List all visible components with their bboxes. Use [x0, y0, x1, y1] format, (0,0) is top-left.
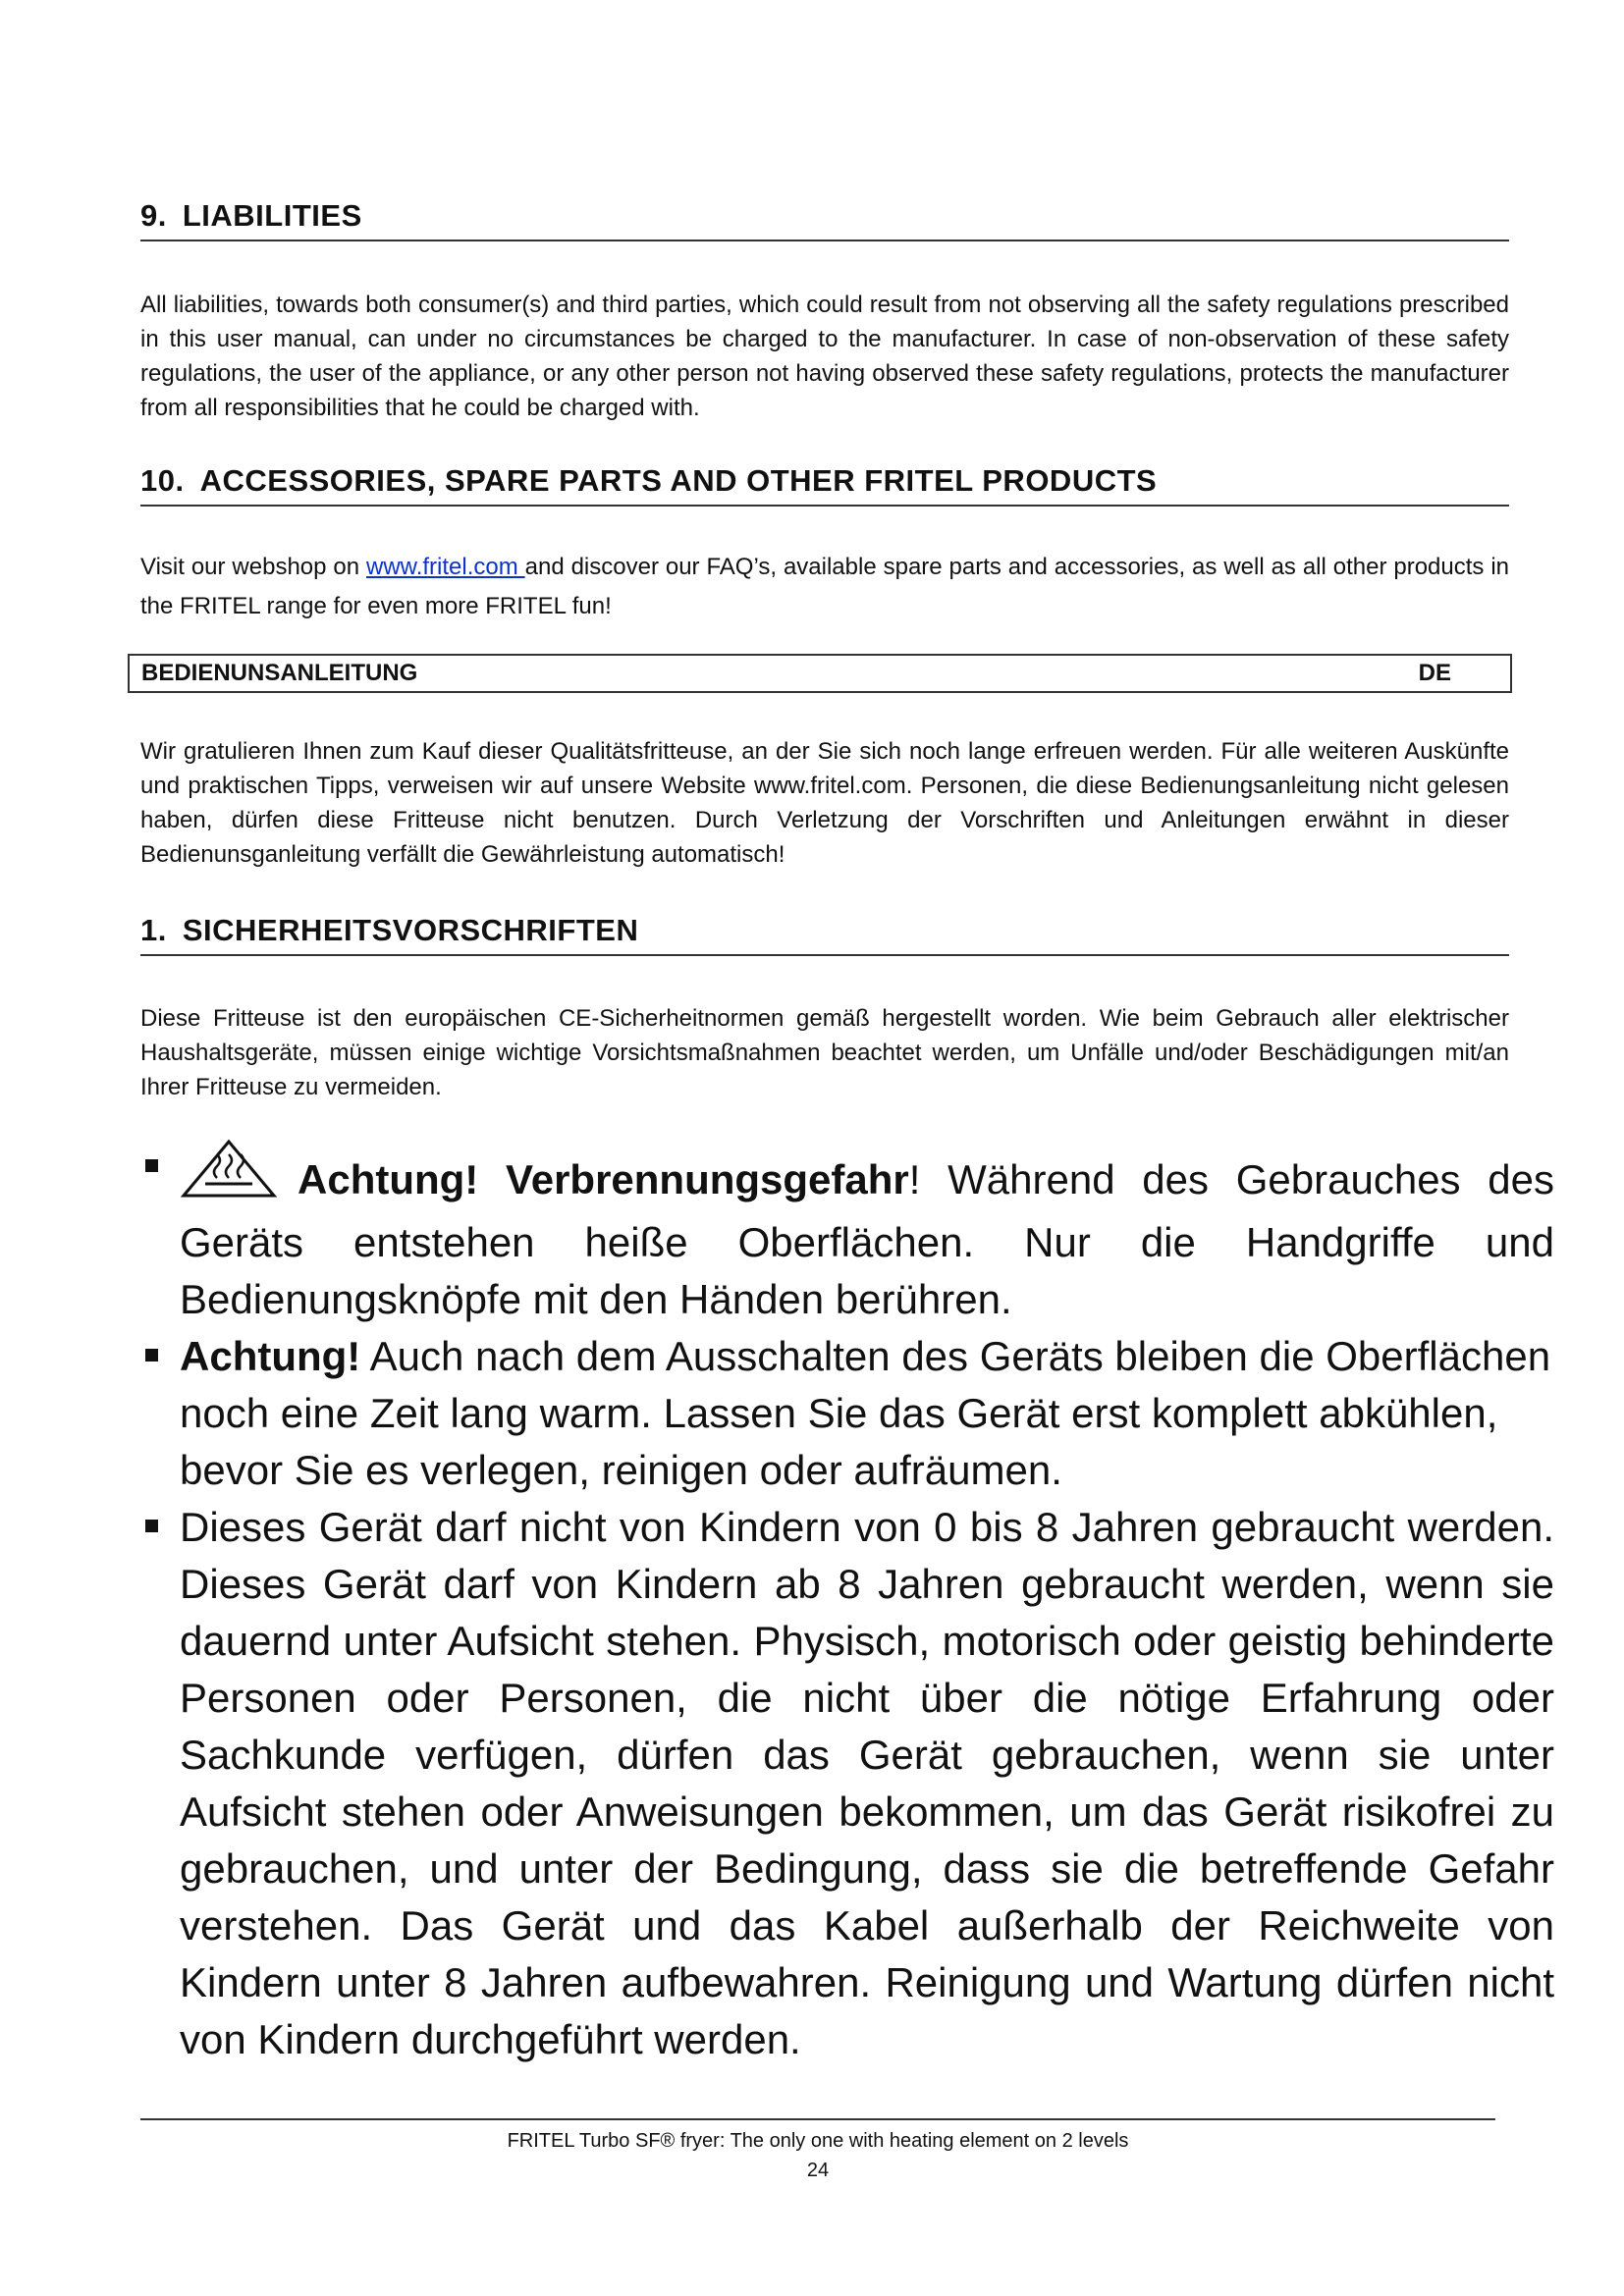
section-heading-liabilities	[140, 198, 1509, 241]
section-heading-accessories	[140, 463, 1509, 507]
intro-paragraph-de: Wir gratulieren Ihnen zum Kauf dieser Qualitätsfritteuse, an der Sie sich noch lange erfreuen werden. Für alle weiteren Auskünfte und praktischen Tipps, verweisen wir auf unsere Website www.fritel.com. Personen, die diese Bedienungsanleitung nicht gelesen haben, dürfen diese Fritteuse nicht benutzen. Durch Verletzung der Vorschriften und Anleitungen erwähnt in dieser Bedienunsganleitung verfällt die Gewährleistung automatisch!	[140, 738, 1509, 868]
footer-text: FRITEL Turbo SF® fryer: The only one with heating element on 2 levels	[507, 2130, 1129, 2152]
safety-paragraph: Diese Fritteuse ist den europäischen CE-Sicherheitnormen gemäß hergestellt worden. Wie beim Gebrauch aller elektrischer Haushaltsgeräte, müssen einige wichtige Vorsichtsmaßnahmen beachtet werden, um Unfälle und/oder Beschädigungen mit/an Ihrer Fritteuse zu vermeiden.	[140, 1005, 1509, 1100]
section-title: ACCESSORIES, SPARE PARTS AND OTHER FRITEL PRODUCTS	[199, 463, 1158, 498]
accessories-text-after: and discover our FAQ’s, available spare parts and accessories, as well as all other products in the FRITEL range for even more FRITEL fun!	[140, 554, 1510, 619]
liabilities-paragraph: All liabilities, towards both consumer(s) and third parties, which could result from not observing all the safety regulations prescribed in this user manual, can under no circumstances be charged to the manufacturer. In case of non-observation of these safety regulations, the user of the appliance, or any other person not having observed these safety regulations, protects the manufacturer from all responsibilities that he could be charged with.	[140, 292, 1509, 421]
language-bar-label: BEDIENUNSANLEITUNG	[141, 660, 418, 686]
page-number: 24	[806, 2160, 830, 2181]
bullet-marker	[145, 1159, 158, 1172]
webshop-link[interactable]: www.fritel.com	[366, 554, 525, 580]
page-footer	[140, 2126, 1495, 2185]
section-number: 9.	[140, 198, 167, 233]
bullet-bold-text: Achtung! Verbrennungsgefahr	[298, 1156, 909, 1202]
safety-bullet-list	[140, 1139, 1554, 2068]
section-title: SICHERHEITSVORSCHRIFTEN	[182, 913, 639, 947]
footer-divider	[140, 2118, 1495, 2120]
language-code: DE	[1418, 660, 1451, 686]
list-item	[140, 1499, 1554, 2068]
language-bar	[128, 654, 1512, 693]
bullet-bold-text: Achtung!	[180, 1333, 361, 1379]
section-number: 1.	[140, 913, 167, 947]
list-item	[140, 1328, 1554, 1499]
list-item	[140, 1139, 1554, 1328]
bullet-marker	[145, 1520, 158, 1532]
bullet-text: Auch nach dem Ausschalten des Geräts bleiben die Oberflächen noch eine Zeit lang warm. Lassen Sie das Gerät erst komplett abkühlen, bevor Sie es verlegen, reinigen oder aufräumen.	[180, 1333, 1551, 1493]
bullet-text: ! Während des Gebrauches des Geräts entstehen heiße Oberflächen. Nur die Handgriffe und Bedienungsknöpfe mit den Händen berühren.	[180, 1156, 1554, 1322]
section-title: LIABILITIES	[182, 198, 362, 233]
section-heading-safety	[140, 913, 1509, 956]
accessories-paragraph	[140, 548, 1509, 626]
section-number: 10.	[140, 463, 185, 498]
hot-surface-warning-icon	[180, 1139, 278, 1214]
accessories-text-before: Visit our webshop on	[140, 554, 367, 580]
bullet-text: Dieses Gerät darf nicht von Kindern von 0 bis 8 Jahren gebraucht werden. Dieses Gerät darf von Kindern ab 8 Jahren gebraucht werden, wenn sie dauernd unter Aufsicht stehen. Physisch, motorisch oder geistig behinderte Personen oder Personen, die nicht über die nötige Erfahrung oder Sachkunde verfügen, dürfen das Gerät gebrauchen, wenn sie unter Aufsicht stehen oder Anweisungen bekommen, um das Gerät risikofrei zu gebrauchen, und unter der Bedingung, dass sie die betreffende Gefahr verstehen. Das Gerät und das Kabel außerhalb der Reichweite von Kindern unter 8 Jahren aufbewahren. Reinigung und Wartung dürfen nicht von Kindern durchgeführt werden.	[180, 1504, 1554, 2062]
bullet-marker	[145, 1349, 158, 1362]
